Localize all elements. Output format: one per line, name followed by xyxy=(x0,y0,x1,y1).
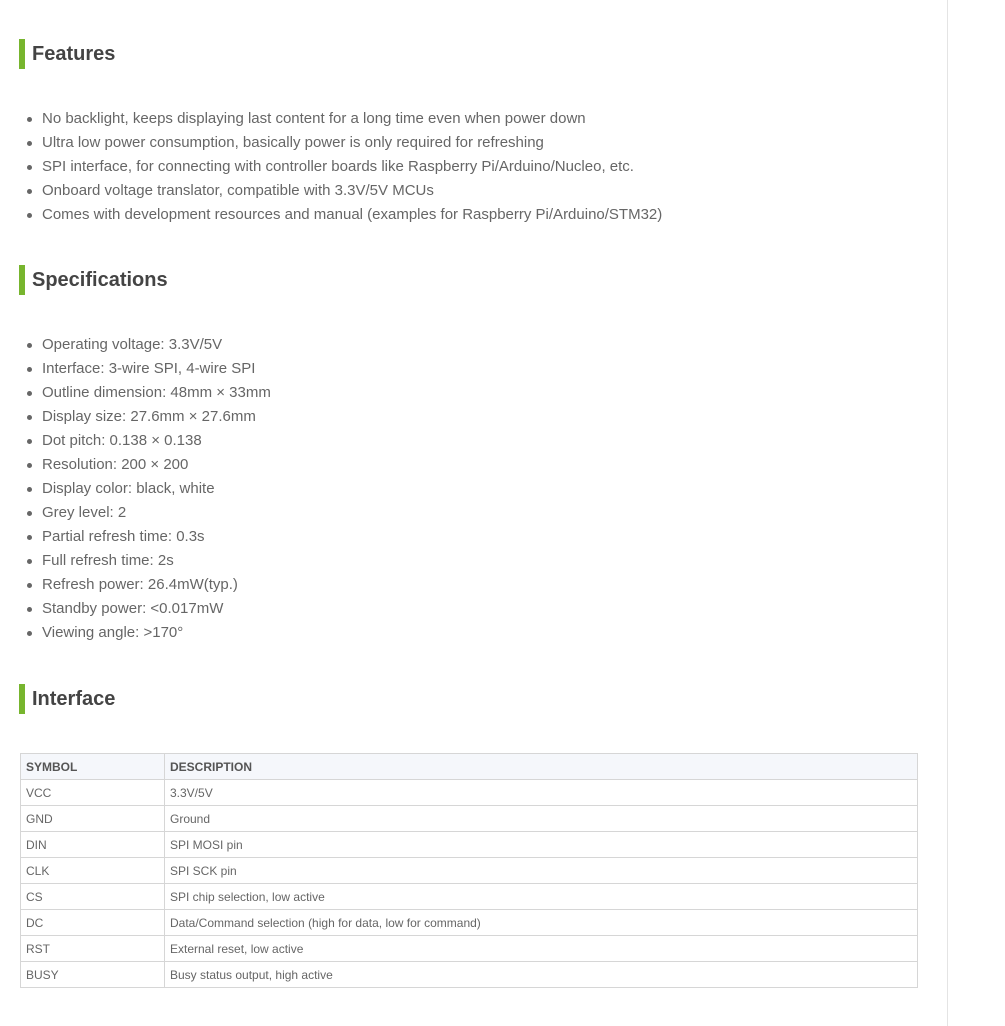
symbol-cell: DC xyxy=(21,910,165,936)
list-item: Interface: 3-wire SPI, 4-wire SPI xyxy=(0,357,271,381)
description-cell: SPI SCK pin xyxy=(165,858,918,884)
interface-heading: Interface xyxy=(19,684,115,714)
bullet-icon xyxy=(27,535,32,540)
bullet-icon xyxy=(27,367,32,372)
table-row xyxy=(21,780,918,806)
column-header-description: DESCRIPTION xyxy=(165,754,918,780)
description-cell: External reset, low active xyxy=(165,936,918,962)
bullet-icon xyxy=(27,213,32,218)
bullet-icon xyxy=(27,343,32,348)
bullet-icon xyxy=(27,141,32,146)
bullet-icon xyxy=(27,583,32,588)
bullet-icon xyxy=(27,487,32,492)
specifications-heading: Specifications xyxy=(19,265,168,295)
list-item: Refresh power: 26.4mW(typ.) xyxy=(0,573,271,597)
page-right-divider xyxy=(947,0,948,1026)
list-item: Operating voltage: 3.3V/5V xyxy=(0,333,271,357)
bullet-icon xyxy=(27,631,32,636)
table-row xyxy=(21,936,918,962)
symbol-cell: RST xyxy=(21,936,165,962)
list-item: Standby power: <0.017mW xyxy=(0,597,271,621)
bullet-icon xyxy=(27,391,32,396)
specifications-list xyxy=(0,333,271,645)
bullet-icon xyxy=(27,189,32,194)
list-item: Dot pitch: 0.138 × 0.138 xyxy=(0,429,271,453)
list-item: Onboard voltage translator, compatible with 3.3V/5V MCUs xyxy=(0,179,662,203)
bullet-icon xyxy=(27,439,32,444)
description-cell: Ground xyxy=(165,806,918,832)
list-item: Full refresh time: 2s xyxy=(0,549,271,573)
table-row xyxy=(21,858,918,884)
features-list xyxy=(0,107,662,227)
bullet-icon xyxy=(27,463,32,468)
list-item: Resolution: 200 × 200 xyxy=(0,453,271,477)
interface-table xyxy=(20,753,918,988)
bullet-icon xyxy=(27,415,32,420)
table-row xyxy=(21,910,918,936)
list-item: Outline dimension: 48mm × 33mm xyxy=(0,381,271,405)
table-row xyxy=(21,806,918,832)
bullet-icon xyxy=(27,117,32,122)
table-row xyxy=(21,962,918,988)
table-row xyxy=(21,884,918,910)
list-item: Grey level: 2 xyxy=(0,501,271,525)
description-cell: SPI MOSI pin xyxy=(165,832,918,858)
bullet-icon xyxy=(27,165,32,170)
features-heading: Features xyxy=(19,39,115,69)
column-header-symbol: SYMBOL xyxy=(21,754,165,780)
symbol-cell: VCC xyxy=(21,780,165,806)
list-item: Ultra low power consumption, basically power is only required for refreshing xyxy=(0,131,662,155)
description-cell: Busy status output, high active xyxy=(165,962,918,988)
list-item: Comes with development resources and manual (examples for Raspberry Pi/Arduino/STM32) xyxy=(0,203,662,227)
symbol-cell: DIN xyxy=(21,832,165,858)
list-item: Display color: black, white xyxy=(0,477,271,501)
symbol-cell: BUSY xyxy=(21,962,165,988)
symbol-cell: CS xyxy=(21,884,165,910)
list-item: Viewing angle: >170° xyxy=(0,621,271,645)
table-row xyxy=(21,832,918,858)
bullet-icon xyxy=(27,559,32,564)
symbol-cell: GND xyxy=(21,806,165,832)
list-item: Display size: 27.6mm × 27.6mm xyxy=(0,405,271,429)
bullet-icon xyxy=(27,511,32,516)
list-item: Partial refresh time: 0.3s xyxy=(0,525,271,549)
symbol-cell: CLK xyxy=(21,858,165,884)
table-header-row xyxy=(21,754,918,780)
bullet-icon xyxy=(27,607,32,612)
list-item: No backlight, keeps displaying last content for a long time even when power down xyxy=(0,107,662,131)
description-cell: Data/Command selection (high for data, low for command) xyxy=(165,910,918,936)
description-cell: SPI chip selection, low active xyxy=(165,884,918,910)
list-item: SPI interface, for connecting with controller boards like Raspberry Pi/Arduino/Nucleo, etc. xyxy=(0,155,662,179)
description-cell: 3.3V/5V xyxy=(165,780,918,806)
